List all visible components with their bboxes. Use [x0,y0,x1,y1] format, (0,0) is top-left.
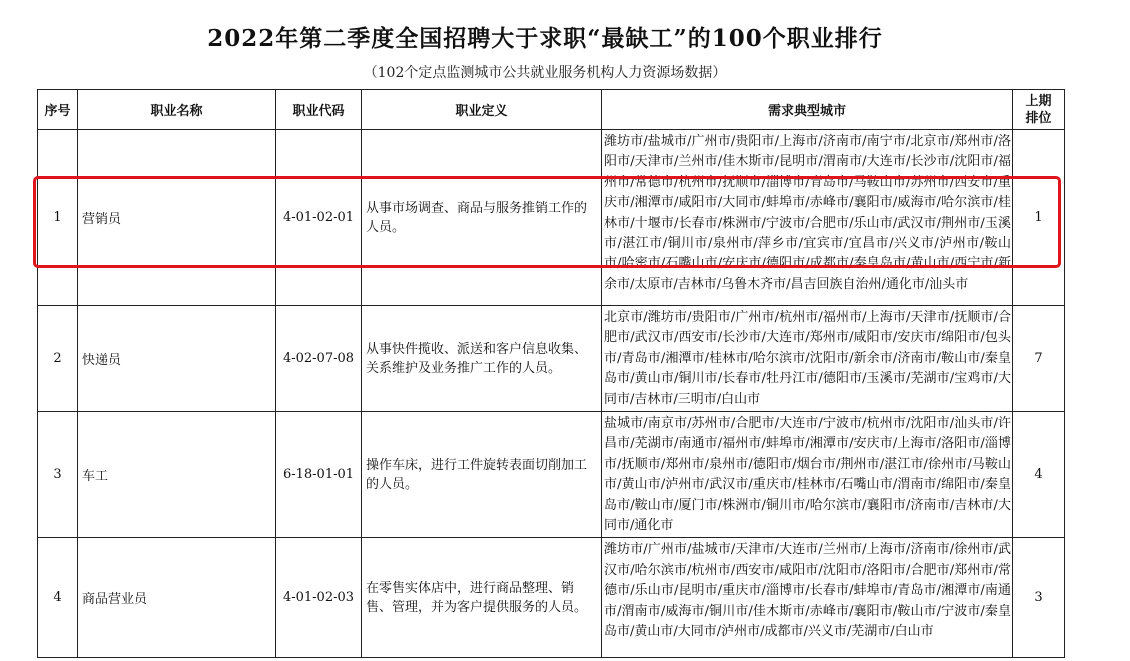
row-occupation-code: 4-01-02-03 [276,538,362,658]
row-index: 4 [38,538,78,658]
header-cities: 需求典型城市 [602,90,1013,130]
page-subtitle: （102个定点监测城市公共就业服务机构人力资源场数据） [363,65,727,81]
row-prev-rank: 1 [1013,130,1065,306]
table-header-row [38,90,1065,130]
row-highlight-box [33,176,1061,268]
row-occupation-name: 营销员 [78,130,276,306]
row-occupation-code: 6-18-01-01 [276,412,362,538]
header-code: 职业代码 [276,90,362,130]
page-title: 2022年第二季度全国招聘大于求职“最缺工”的100个职业排行 [207,25,883,52]
row-definition: 在零售实体店中，进行商品整理、销售、管理，并为客户提供服务的人员。 [362,538,602,658]
table-row [38,412,1065,538]
row-definition: 从事快件揽收、派送和客户信息收集、关系维护及业务推广工作的人员。 [362,306,602,412]
header-definition: 职业定义 [362,90,602,130]
row-prev-rank: 4 [1013,412,1065,538]
header-prev-rank: 上期排位 [1013,90,1065,130]
row-index: 3 [38,412,78,538]
row-prev-rank: 7 [1013,306,1065,412]
occupation-table [37,89,1065,658]
table-row [38,306,1065,412]
header-index: 序号 [38,90,78,130]
row-cities: 盐城市/南京市/苏州市/合肥市/大连市/宁波市/杭州市/沈阳市/汕头市/许昌市/芜湖市/南通市/福州市/蚌埠市/湘潭市/安庆市/上海市/洛阳市/淄博市/抚顺市/郑州市/泉州市/德阳市/烟台市/荆州市/湛江市/徐州市/马鞍山市/黄山市/泸州市/武汉市/重庆市/桂林市/石嘴山市/渭南市/绵阳市/秦皇岛市/鞍山市/厦门市/株洲市/铜川市/哈尔滨市/襄阳市/济南市/吉林市/大同市/通化市 [602,412,1013,538]
row-occupation-name: 商品营业员 [78,538,276,658]
row-occupation-code: 4-02-07-08 [276,306,362,412]
row-occupation-name: 车工 [78,412,276,538]
row-prev-rank: 3 [1013,538,1065,658]
row-cities: 潍坊市/盐城市/广州市/贵阳市/上海市/济南市/南宁市/北京市/郑州市/洛阳市/天津市/兰州市/佳木斯市/昆明市/渭南市/大连市/长沙市/沈阳市/福州市/常德市/杭州市/抚顺市/淄博市/青岛市/马鞍山市/苏州市/西安市/重庆市/湘潭市/咸阳市/大同市/蚌埠市/赤峰市/襄阳市/威海市/哈尔滨市/桂林市/十堰市/长春市/株洲市/宁波市/合肥市/乐山市/武汉市/荆州市/玉溪市/湛江市/铜川市/泉州市/萍乡市/宜宾市/宜昌市/兴义市/泸州市/鞍山市/哈密市/石嘴山市/安庆市/德阳市/成都市/秦皇岛市/黄山市/西宁市/新余市/太原市/吉林市/乌鲁木齐市/昌吉回族自治州/通化市/汕头市 [602,130,1013,306]
row-definition: 从事市场调查、商品与服务推销工作的人员。 [362,130,602,306]
row-cities: 潍坊市/广州市/盐城市/天津市/大连市/兰州市/上海市/济南市/徐州市/武汉市/哈尔滨市/杭州市/西安市/咸阳市/沈阳市/洛阳市/合肥市/郑州市/常德市/乐山市/昆明市/重庆市/淄博市/长春市/蚌埠市/青岛市/湘潭市/南通市/渭南市/威海市/铜川市/佳木斯市/赤峰市/襄阳市/鞍山市/宁波市/秦皇岛市/黄山市/大同市/泸州市/成都市/兴义市/芜湖市/白山市 [602,538,1013,658]
row-definition: 操作车床，进行工件旋转表面切削加工的人员。 [362,412,602,538]
row-occupation-code: 4-01-02-01 [276,130,362,306]
row-index: 2 [38,306,78,412]
row-index: 1 [38,130,78,306]
header-name: 职业名称 [78,90,276,130]
row-cities: 北京市/潍坊市/贵阳市/广州市/杭州市/福州市/上海市/天津市/抚顺市/合肥市/武汉市/西安市/长沙市/大连市/郑州市/咸阳市/安庆市/绵阳市/包头市/青岛市/湘潭市/桂林市/哈尔滨市/沈阳市/新余市/济南市/鞍山市/秦皇岛市/黄山市/铜川市/长春市/牡丹江市/德阳市/玉溪市/芜湖市/宝鸡市/大同市/吉林市/三明市/白山市 [602,306,1013,412]
row-occupation-name: 快递员 [78,306,276,412]
table-row [38,538,1065,658]
